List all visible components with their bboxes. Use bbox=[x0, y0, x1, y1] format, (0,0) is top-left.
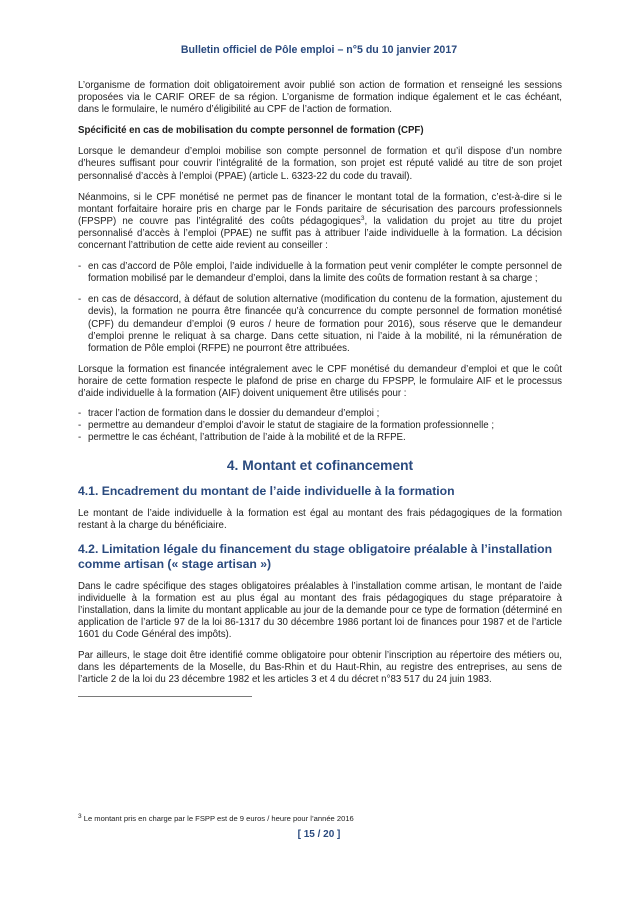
cpf-paragraph-2 bbox=[78, 192, 562, 252]
list-item: - permettre le cas échéant, l’attribution de l’aide à la mobilité et de la RFPE. bbox=[78, 432, 562, 444]
cpf-paragraph-3: Lorsque la formation est financée intégralement avec le CPF monétisé du demandeur d’emploi et que le coût horaire de cette formation respecte le plafond de prise en charge du FPSPP, le formulaire AIF et le processus d’aide individuelle à la formation (AIF) doivent uniquement être utilisés pour : bbox=[78, 363, 562, 399]
intro-paragraph: L’organisme de formation doit obligatoirement avoir publié son action de formation et renseigné les sessions proposées via le CARIF OREF de sa région. L’organisme de formation indique également et le cas échéant, dans le formulaire, le numéro d’éligibilité au CPF de l’action de formation. bbox=[78, 80, 562, 116]
section-4-2-paragraph-1: Dans le cadre spécifique des stages obligatoires préalables à l’installation comme artisan, le montant de l’aide individuelle à la formation est au plus égal au montant des frais pédagogiques du stage préparatoire à l’installation, dans la limite du montant applicable au jour de la demande pour ce type de formation (déterminé en application de l’article 97 de la loi 86-1317 du 30 décembre 1986 portant loi de finances pour 1987 et de l’article 1601 du Code Général des impôts). bbox=[78, 580, 562, 640]
usage-list bbox=[78, 408, 562, 444]
footnote bbox=[78, 814, 354, 823]
cpf-paragraph-2-part-a: Néanmoins, si le CPF monétisé ne permet pas de financer le montant total de la formation, c’est-à-dire si le montant forfaitaire horaire pris en charge par le Fonds paritaire de sécurisation des parcours professionnels (FPSPP) ne couvre pas l’intégralité des coûts pédagogiques bbox=[78, 191, 562, 227]
section-4-2-title: 4.2. Limitation légale du financement du stage obligatoire préalable à l’installation comme artisan (« stage artisan ») bbox=[78, 541, 553, 571]
document-header: Bulletin officiel de Pôle emploi – n°5 du 10 janvier 2017 bbox=[180, 44, 458, 56]
footnote-separator bbox=[78, 696, 252, 697]
cpf-paragraph-2-part-b: , la validation du projet au titre du projet personnalisé d’accès à l’emploi (PPAE) ne suffit pas à attribuer l’aide individuelle à la formation. La décision concernant l’attribution de cette aide revient au conseiller : bbox=[78, 215, 563, 252]
list-item: - tracer l’action de formation dans le dossier du demandeur d’emploi ; bbox=[78, 408, 562, 420]
section-4-title: 4. Montant et cofinancement bbox=[226, 458, 414, 474]
list-item: - permettre au demandeur d’emploi d’avoir le statut de stagiaire de la formation professionnelle ; bbox=[78, 420, 562, 432]
section-4-1-text: Le montant de l’aide individuelle à la formation est égal au montant des frais pédagogiques de la formation restant à la charge du bénéficiaire. bbox=[78, 508, 562, 532]
footnote-number: 3 bbox=[78, 813, 82, 820]
cpf-paragraph-1: Lorsque le demandeur d’emploi mobilise son compte personnel de formation et qu’il dispose d’un nombre d’heures suffisant pour couvrir l’intégralité de la formation, son projet est réputé validé au titre de son projet personnalisé d’accès à l’emploi (PPAE) (article L. 6323-22 du code du travail). bbox=[78, 146, 562, 182]
footnote-reference: 3 bbox=[360, 214, 365, 222]
dash-item-agreement: - en cas d’accord de Pôle emploi, l’aide individuelle à la formation peut venir compléter le compte personnel de formation mobilisé par le demandeur d’emploi, dans la limite des coûts de formation restant à sa charge ; bbox=[78, 261, 562, 285]
dash-item-disagreement: - en cas de désaccord, à défaut de solution alternative (modification du contenu de la formation, ajustement du devis), la formation ne pourra être financée qu’à concurrence du compte personnel de formation monétisé (CPF) du demandeur d’emploi (9 euros / heure de formation pour 2016), sous réserve que le demandeur d’emploi prenne le reliquat à sa charge. Dans cette situation, ni l’aide à la mobilité, ni la rémunération de formation de Pôle emploi (RFPE) ne pourront être attribuées. bbox=[78, 294, 562, 354]
section-4-2-paragraph-2: Par ailleurs, le stage doit être identifié comme obligatoire pour obtenir l’inscription au répertoire des métiers ou, dans les départements de la Moselle, du Bas-Rhin et du Haut-Rhin, au registre des entreprises, au sens de l’article 2 de la loi du 23 décembre 1982 et les articles 3 et 4 du décret n°83 517 du 24 juin 1983. bbox=[78, 650, 562, 686]
page-number: [ 15 / 20 ] bbox=[297, 829, 341, 840]
footnote-text: Le montant pris en charge par le FSPP est de 9 euros / heure pour l’année 2016 bbox=[81, 814, 354, 823]
section-4-1-title: 4.1. Encadrement du montant de l’aide individuelle à la formation bbox=[78, 484, 455, 499]
document-body bbox=[78, 80, 562, 697]
cpf-subheading: Spécificité en cas de mobilisation du compte personnel de formation (CPF) bbox=[78, 125, 424, 137]
